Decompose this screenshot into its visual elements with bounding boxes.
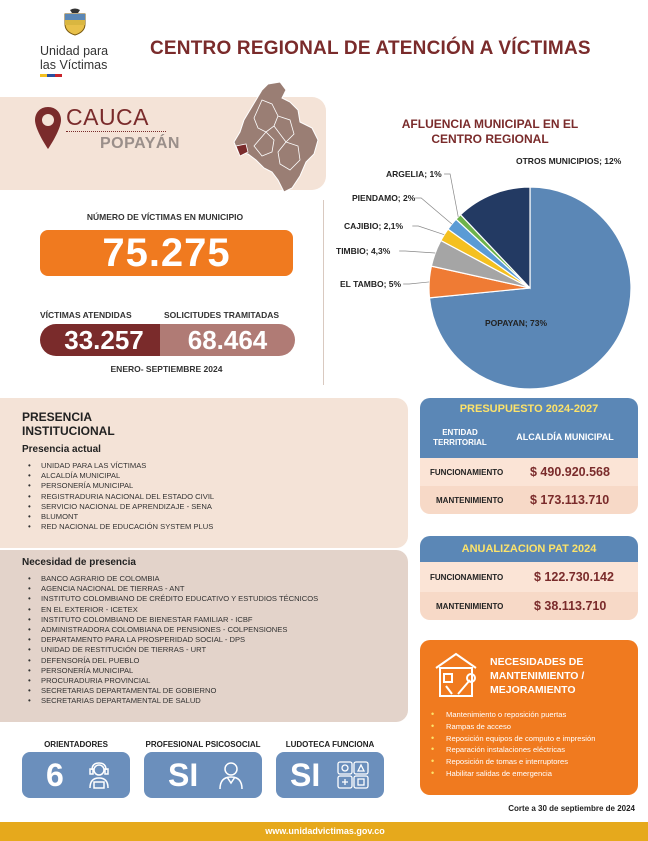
list-item: • BANCO AGRARIO DE COLOMBIA: [26, 574, 401, 584]
pie-leader-line: [412, 226, 444, 235]
ludoteca-label: LUDOTECA FUNCIONA: [285, 740, 375, 749]
cutoff-date: Corte a 30 de septiembre de 2024: [508, 804, 635, 813]
department-name: CAUCA: [66, 104, 150, 130]
map-pin-icon: [33, 105, 63, 151]
mant-label: MANTENIMIENTO: [436, 496, 504, 505]
budget-mant-row: [420, 486, 638, 514]
professional-icon: [216, 760, 246, 790]
list-item: • UNIDAD DE RESTITUCIÓN DE TIERRAS - URT: [26, 645, 401, 655]
presence-needed-list: [26, 574, 401, 707]
pat-func-row: [420, 562, 638, 592]
requests-label: SOLICITUDES TRAMITADAS: [164, 310, 280, 320]
pie-label: OTROS MUNICIPIOS; 12%: [516, 156, 622, 166]
logo-text-line2: las Víctimas: [40, 58, 108, 72]
list-item: • Habilitar salidas de emergencia: [428, 768, 633, 780]
period-label: ENERO- SEPTIEMBRE 2024: [110, 364, 223, 374]
list-item: • Reposición de tomas e interruptores: [428, 756, 633, 768]
toy-blocks-icon: [336, 760, 370, 790]
tools-icon: [430, 650, 482, 700]
logo-text-line1: Unidad para: [40, 44, 109, 58]
maintenance-list: [428, 709, 633, 780]
pat-func-label: FUNCIONAMIENTO: [430, 573, 504, 582]
orientadores-box: [22, 752, 130, 798]
victims-label: NÚMERO DE VÍCTIMAS EN MUNICIPIO: [86, 212, 244, 222]
pie-label: POPAYAN; 73%: [485, 318, 548, 328]
website-link[interactable]: www.unidadvictimas.gov.co: [265, 826, 385, 836]
pie-label: EL TAMBO; 5%: [340, 279, 402, 289]
presence-needed-label: Necesidad de presencia: [22, 557, 136, 568]
list-item: • REGISTRADURIA NACIONAL DEL ESTADO CIVIL: [26, 492, 401, 502]
psicosocial-label: PROFESIONAL PSICOSOCIAL: [145, 740, 261, 749]
list-item: • SECRETARIAS DEPARTAMENTAL DE GOBIERNO: [26, 686, 401, 696]
pie-leader-line: [403, 282, 429, 284]
pie-chart: [330, 150, 648, 395]
list-item: • DEFENSORÍA DEL PUEBLO: [26, 656, 401, 666]
ludoteca-value: SI: [290, 757, 321, 793]
list-item: • PERSONERÍA MUNICIPAL: [26, 481, 401, 491]
list-item: • SERVICIO NACIONAL DE APRENDIZAJE - SENA: [26, 502, 401, 512]
coat-of-arms-icon: [62, 8, 88, 36]
list-item: • ADMINISTRADORA COLOMBIANA DE PENSIONES - COLPENSIONES: [26, 625, 401, 635]
flag-stripe: [40, 74, 62, 77]
list-item: • Rampas de acceso: [428, 721, 633, 733]
pie-label: ARGELIA; 1%: [386, 169, 442, 179]
func-value: $ 490.920.568: [530, 465, 610, 479]
attended-value: 33.257: [40, 324, 168, 356]
chart-title: [380, 117, 600, 147]
pat-mant-value: $ 38.113.710: [534, 599, 607, 613]
orientadores-label: ORIENTADORES: [44, 740, 108, 749]
victims-count: 75.275: [40, 230, 293, 276]
entity-value: ALCALDÍA MUNICIPAL: [516, 432, 614, 442]
list-item: • Reparación instalaciones eléctricas: [428, 744, 633, 756]
attended-label: VÍCTIMAS ATENDIDAS: [40, 310, 132, 320]
psicosocial-box: [144, 752, 262, 798]
page-title: CENTRO REGIONAL DE ATENCIÓN A VÍCTIMAS: [150, 38, 591, 59]
pie-label: TIMBIO; 4,3%: [336, 246, 391, 256]
list-item: • Mantenimiento o reposición puertas: [428, 709, 633, 721]
pie-label: CAJIBIO; 2,1%: [344, 221, 404, 231]
divider: [323, 200, 324, 385]
pie-leader-line: [444, 174, 458, 217]
list-item: • EN EL EXTERIOR - ICETEX: [26, 605, 401, 615]
entity-label: ENTIDAD TERRITORIAL: [433, 428, 487, 447]
mant-value: $ 173.113.710: [530, 493, 610, 507]
list-item: • INSTITUTO COLOMBIANO DE CRÉDITO EDUCATIVO Y ESTUDIOS TÉCNICOS: [26, 594, 401, 604]
pat-func-value: $ 122.730.142: [534, 570, 614, 584]
list-item: • INSTITUTO COLOMBIANO DE BIENESTAR FAMILIAR - ICBF: [26, 615, 401, 625]
colombia-map-icon: [228, 80, 320, 195]
orientadores-value: 6: [46, 757, 64, 793]
psicosocial-value: SI: [168, 757, 199, 793]
pie-leader-line: [415, 198, 452, 224]
logo: [30, 8, 120, 77]
list-item: • AGENCIA NACIONAL DE TIERRAS - ANT: [26, 584, 401, 594]
list-item: • PERSONERÍA MUNICIPAL: [26, 666, 401, 676]
presence-current-list: [26, 461, 401, 532]
list-item: • UNIDAD PARA LAS VÍCTIMAS: [26, 461, 401, 471]
municipality-name: POPAYÁN: [100, 135, 180, 152]
presence-current-label: Presencia actual: [22, 444, 101, 455]
list-item: • Reposición equipos de computo e impresión: [428, 733, 633, 745]
pie-label: PIENDAMO; 2%: [352, 193, 416, 203]
list-item: • DEPARTAMENTO PARA LA PROSPERIDAD SOCIAL - DPS: [26, 635, 401, 645]
budget-func-row: [420, 458, 638, 486]
budget-title: PRESUPUESTO 2024-2027: [420, 398, 638, 420]
list-item: • PROCURADURIA PROVINCIAL: [26, 676, 401, 686]
presence-title: PRESENCIA INSTITUCIONAL: [22, 410, 115, 438]
pat-mant-label: MANTENIMIENTO: [436, 602, 504, 611]
list-item: • RED NACIONAL DE EDUCACIÓN SYSTEM PLUS: [26, 522, 401, 532]
pie-leader-line: [399, 251, 435, 253]
ludoteca-box: [276, 752, 384, 798]
maintenance-title: NECESIDADES DE MANTENIMIENTO / MEJORAMIENTO: [490, 656, 585, 696]
list-item: • SECRETARIAS DEPARTAMENTAL DE SALUD: [26, 696, 401, 706]
requests-value: 68.464: [160, 324, 295, 356]
divider: [66, 131, 166, 132]
headset-agent-icon: [84, 760, 114, 790]
list-item: • ALCALDÍA MUNICIPAL: [26, 471, 401, 481]
pat-mant-row: [420, 592, 638, 620]
chart-title-text: AFLUENCIA MUNICIPAL EN EL CENTRO REGIONAL: [401, 117, 579, 146]
func-label: FUNCIONAMIENTO: [430, 468, 504, 477]
list-item: • BLUMONT: [26, 512, 401, 522]
pat-title: ANUALIZACION PAT 2024: [420, 536, 638, 562]
